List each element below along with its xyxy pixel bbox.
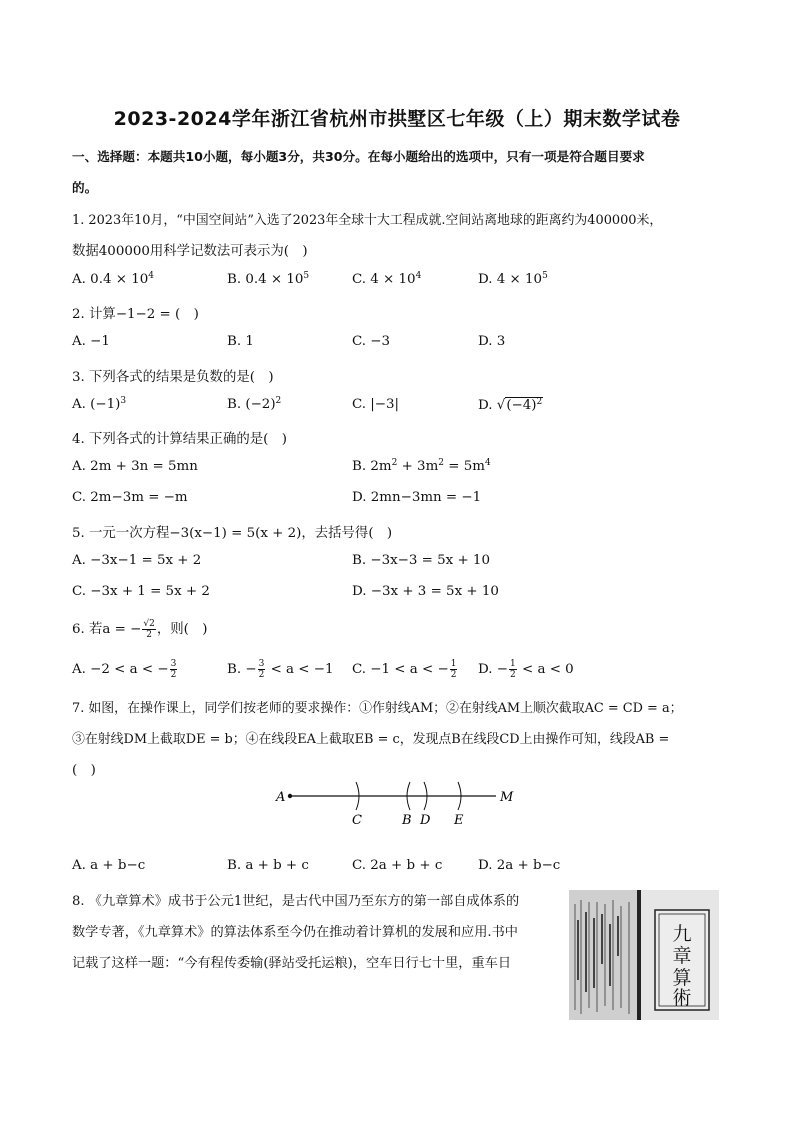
q3-stem: 3. 下列各式的结果是负数的是( ) <box>72 370 274 385</box>
label-d: D <box>420 813 431 828</box>
q7-stem-line3: ( ) <box>72 763 96 778</box>
q7-option-a: A. a + b−c <box>72 858 146 873</box>
section-instructions-line1: 一、选择题：本题共10小题，每小题3分，共30分。在每小题给出的选项中，只有一项是符合题目要求 <box>72 149 645 164</box>
q6-option-a: A. −2 < a < − $\frac{3}{2}$ <box>72 659 177 680</box>
q5-option-d: D. −3x + 3 = 5x + 10 <box>352 584 499 599</box>
q1-option-b: B. $0.4 \times 10^5$ <box>227 271 310 287</box>
svg-text:算: 算 <box>672 967 692 989</box>
q4-option-c: C. 2m−3m = −m <box>72 490 188 505</box>
q8-stem-line1: 8. 《九章算术》成书于公元1世纪，是古代中国乃至东方的第一部自成体系的 <box>72 894 520 909</box>
q2-option-c: C. −3 <box>352 334 391 349</box>
svg-text:術: 術 <box>672 987 692 1009</box>
section-instructions-line2: 的。 <box>72 180 98 195</box>
q1-option-c: C. $4 \times 10^4$ <box>352 271 422 287</box>
q8-stem-line3: 记载了这样一题：“今有程传委输(驿站受托运粮)，空车日行七十里，重车日 <box>72 956 512 971</box>
point-a-dot <box>288 794 292 798</box>
q3-option-b: B. $(-2)^2$ <box>227 396 282 412</box>
q7-option-d: D. 2a + b−c <box>478 858 561 873</box>
label-e: E <box>454 813 464 828</box>
label-c: C <box>352 813 362 828</box>
q6-option-b: B. − $\frac{3}{2}$ < a < −1 <box>227 659 334 680</box>
q7-stem-line1: 7. 如图，在操作课上，同学们按老师的要求操作：①作射线AM；②在射线AM上顺次截取AC = CD = a； <box>72 701 683 716</box>
q7-option-b: B. a + b + c <box>227 858 309 873</box>
q6-option-d: D. − $\frac{1}{2}$ < a < 0 <box>478 659 574 680</box>
q4-stem: 4. 下列各式的计算结果正确的是( ) <box>72 432 287 447</box>
q7-stem-line2: ③在射线DM上截取DE = b；④在线段EA上截取EB = c，发现点B在线段CD上由操作可知，线段AB = <box>72 732 670 747</box>
q4-option-b: B. $2m^2 + 3m^2 = 5m^4$ <box>352 458 491 474</box>
q6-option-c: C. −1 < a < − $\frac{1}{2}$ <box>352 659 457 680</box>
q3-option-d: D. $√(-4)^2$ <box>478 397 543 413</box>
q3-option-c: C. |−3| <box>352 397 400 412</box>
q5-option-c: C. −3x + 1 = 5x + 2 <box>72 584 210 599</box>
exam-title: 2023-2024学年浙江省杭州市拱墅区七年级（上）期末数学试卷 <box>113 108 681 130</box>
q5-option-b: B. −3x−3 = 5x + 10 <box>352 553 490 568</box>
label-a: A <box>276 790 286 805</box>
q5-option-a: A. −3x−1 = 5x + 2 <box>72 553 202 568</box>
q2-option-d: D. 3 <box>478 334 506 349</box>
q8-stem-line2: 数学专著，《九章算术》的算法体系至今仍在推动着计算机的发展和应用.书中 <box>72 925 518 940</box>
q1-option-d: D. $4 \times 10^5$ <box>478 271 548 287</box>
q6-stem: 6. 若a = − $\frac{√2}{2}$ ，则( ) <box>72 619 208 640</box>
q1-option-a: A. $0.4 \times 10^4$ <box>72 271 154 287</box>
q7-option-c: C. 2a + b + c <box>352 858 443 873</box>
q5-stem: 5. 一元一次方程−3(x−1) = 5(x + 2)，去括号得( ) <box>72 526 393 541</box>
svg-text:九: 九 <box>672 923 692 945</box>
jiuzhang-suanshu-book-image <box>569 890 719 1020</box>
q4-option-d: D. 2mn−3mn = −1 <box>352 490 482 505</box>
label-b: B <box>402 813 412 828</box>
q1-stem-line2: 数据400000用科学记数法可表示为( ) <box>72 244 308 259</box>
label-m: M <box>500 790 514 805</box>
svg-text:章: 章 <box>672 945 692 967</box>
q1-stem-line1: 1. 2023年10月，“中国空间站”入选了2023年全球十大工程成就.空间站离地球的距离约为400000米， <box>72 213 663 228</box>
q2-stem: 2. 计算−1−2 = ( ) <box>72 307 199 322</box>
q4-option-a: A. 2m + 3n = 5mn <box>72 459 198 474</box>
ray-diagram <box>270 780 530 830</box>
q2-option-a: A. −1 <box>72 334 110 349</box>
q2-option-b: B. 1 <box>227 334 254 349</box>
q3-option-a: A. $(-1)^3$ <box>72 396 127 412</box>
